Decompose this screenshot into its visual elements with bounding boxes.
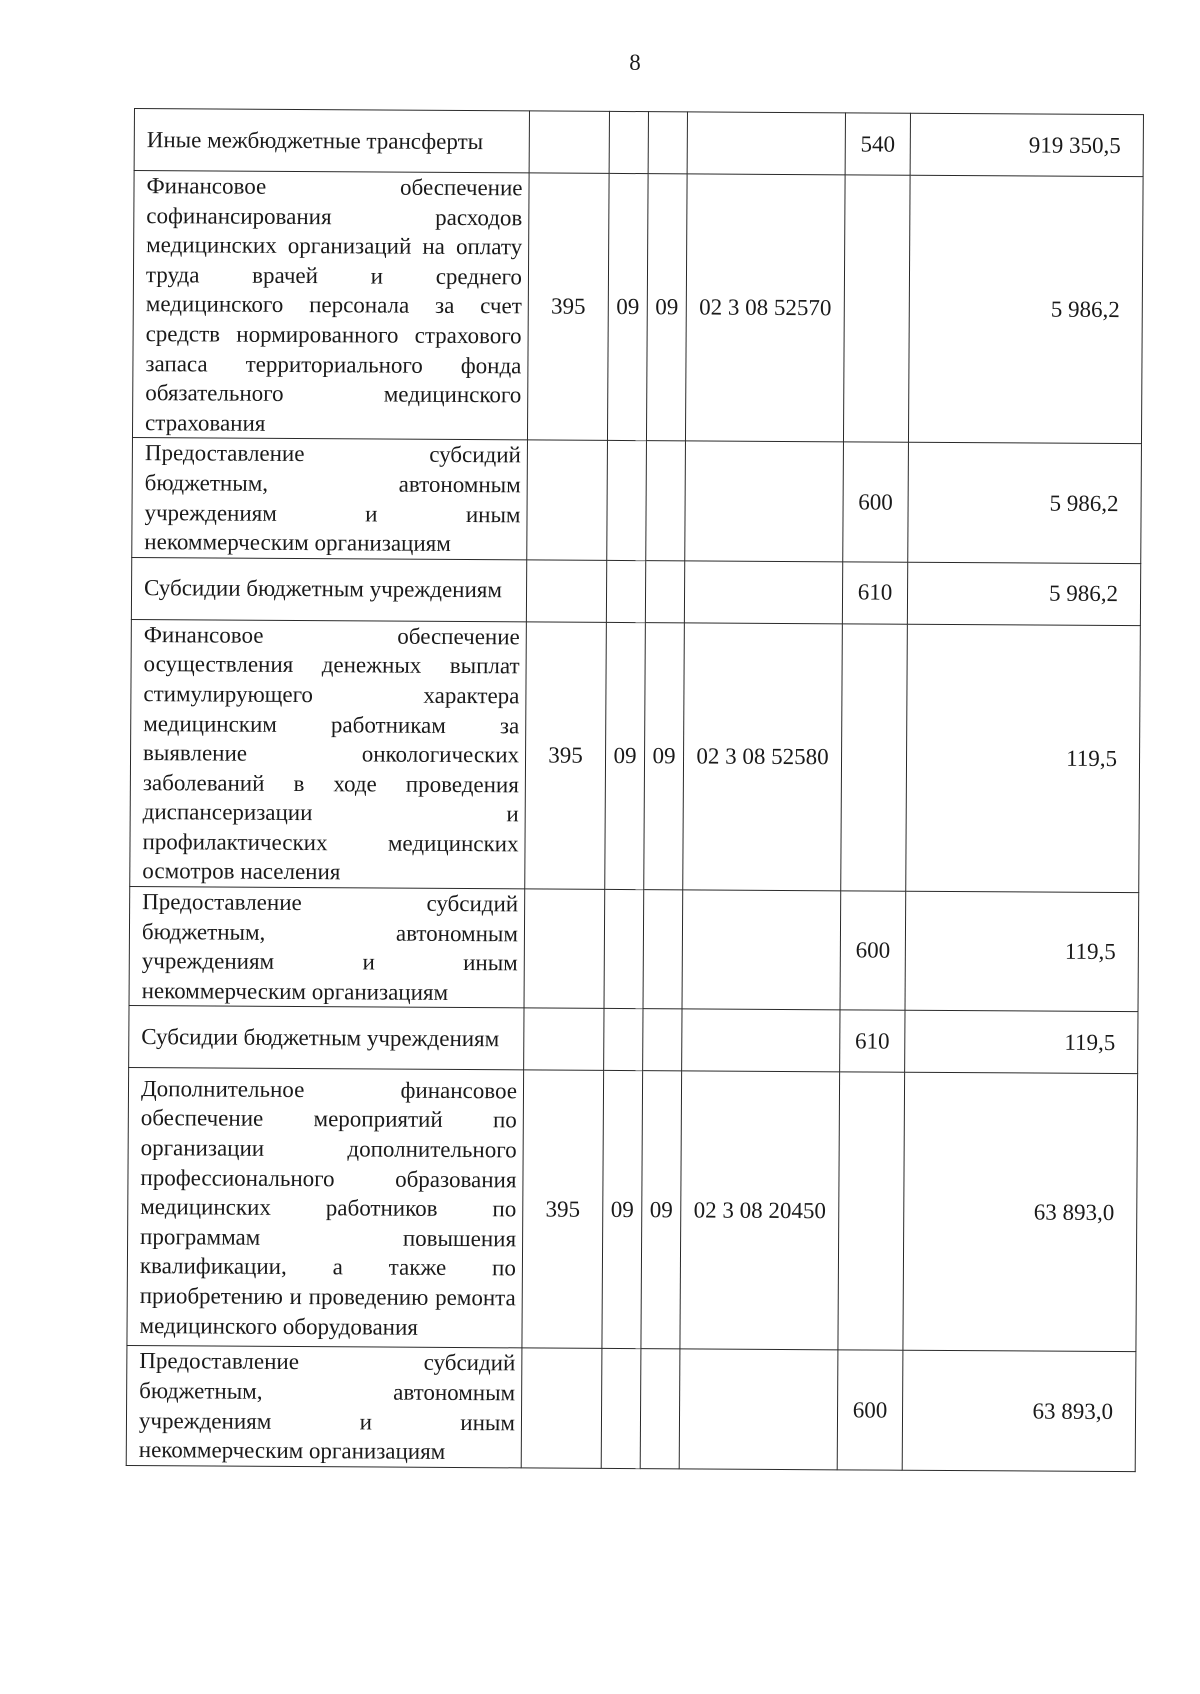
- subsection-code-cell: [643, 890, 683, 1010]
- ministry-code-cell: [524, 889, 605, 1009]
- table-row: [132, 438, 1142, 564]
- table-row: [132, 171, 1143, 445]
- target-code-cell: 02 3 08 20450: [680, 1071, 840, 1350]
- section-code-cell: [604, 889, 644, 1009]
- budget-table: [126, 108, 1144, 1472]
- table-row: [126, 1346, 1136, 1472]
- subsection-code-cell: 09: [641, 1071, 682, 1349]
- expense-type-cell: 610: [840, 1010, 905, 1072]
- target-code-cell: [682, 890, 841, 1010]
- section-code-cell: 09: [607, 173, 648, 441]
- table-row: [134, 109, 1143, 177]
- subsection-code-cell: [645, 560, 684, 622]
- ministry-code-cell: 395: [525, 622, 607, 890]
- ministry-code-cell: [524, 1008, 604, 1070]
- expense-type-cell: 600: [837, 1350, 903, 1470]
- section-code-cell: [601, 1349, 641, 1469]
- row-name-cell: Иные межбюджетные трансферты: [134, 109, 529, 173]
- expense-type-cell: [838, 1072, 905, 1350]
- amount-cell: 119,5: [905, 1011, 1138, 1074]
- target-code-cell: [685, 441, 844, 561]
- table-row: [130, 619, 1141, 893]
- target-code-cell: [684, 561, 842, 624]
- expense-type-cell: [841, 624, 908, 892]
- expense-type-cell: [843, 175, 910, 443]
- page-number: 8: [629, 50, 641, 75]
- ministry-code-cell: [521, 1348, 602, 1468]
- subsection-code-cell: 09: [644, 622, 685, 890]
- ministry-code-cell: [526, 560, 606, 622]
- amount-cell: 919 350,5: [910, 113, 1143, 176]
- amount-cell: 5 986,2: [908, 175, 1143, 444]
- section-code-cell: [609, 111, 648, 173]
- table-row: [129, 1006, 1138, 1074]
- ministry-code-cell: 395: [527, 173, 609, 441]
- subsection-code-cell: [646, 441, 686, 561]
- target-code-cell: 02 3 08 52570: [685, 174, 845, 442]
- amount-cell: 5 986,2: [908, 443, 1142, 564]
- row-name-cell: Финансовое обеспечение софинансирования расходов медицинских организаций на оплату труда врачей и среднего медицинского персонала за счет средств нормированного страхового запаса территориального фонда обязательного медицинского страхования: [132, 171, 529, 441]
- table-row: [127, 1068, 1138, 1352]
- section-code-cell: 09: [602, 1071, 643, 1349]
- table-row: [129, 887, 1139, 1013]
- expense-type-cell: 610: [842, 562, 907, 624]
- target-code-cell: [682, 1009, 840, 1072]
- target-code-cell: [679, 1349, 838, 1469]
- expense-type-cell: 540: [845, 113, 910, 175]
- row-name-cell: Дополнительное финансовое обеспечение мероприятий по организации дополнительного профессионального образования медицинских работников по программам повышения квалификации, а также по приобретению и проведению ремонта медицинского оборудования: [127, 1068, 524, 1348]
- expense-type-cell: 600: [843, 442, 909, 562]
- table-row: [131, 557, 1140, 625]
- row-name-cell: Субсидии бюджетным учреждениям: [129, 1006, 524, 1070]
- subsection-code-cell: [648, 112, 687, 174]
- row-name-cell: Предоставление субсидий бюджетным, автономным учреждениям и иным некоммерческим организациям: [129, 887, 525, 1009]
- target-code-cell: 02 3 08 52580: [683, 623, 843, 891]
- section-code-cell: [607, 441, 647, 561]
- amount-cell: 5 986,2: [907, 562, 1140, 625]
- section-code-cell: [606, 560, 645, 622]
- amount-cell: 63 893,0: [903, 1073, 1138, 1352]
- ministry-code-cell: [527, 440, 608, 560]
- amount-cell: 63 893,0: [902, 1351, 1136, 1472]
- target-code-cell: [687, 112, 845, 175]
- row-name-cell: Финансовое обеспечение осуществления денежных выплат стимулирующего характера медицинским работникам за выявление онкологических заболеваний в ходе проведения диспансеризации и профилактических медицинских осмотров населения: [130, 619, 527, 889]
- amount-cell: 119,5: [905, 891, 1139, 1012]
- expense-type-cell: 600: [840, 891, 906, 1011]
- row-name-cell: Предоставление субсидий бюджетным, автономным учреждениям и иным некоммерческим организациям: [132, 438, 528, 560]
- subsection-code-cell: [640, 1349, 680, 1469]
- ministry-code-cell: 395: [522, 1070, 604, 1348]
- section-code-cell: [604, 1009, 643, 1071]
- row-name-cell: Субсидии бюджетным учреждениям: [131, 557, 526, 621]
- amount-cell: 119,5: [906, 624, 1141, 893]
- ministry-code-cell: [529, 111, 609, 173]
- subsection-code-cell: [643, 1009, 682, 1071]
- section-code-cell: 09: [605, 622, 646, 890]
- subsection-code-cell: 09: [646, 174, 687, 442]
- row-name-cell: Предоставление субсидий бюджетным, автономным учреждениям и иным некоммерческим организациям: [126, 1346, 522, 1468]
